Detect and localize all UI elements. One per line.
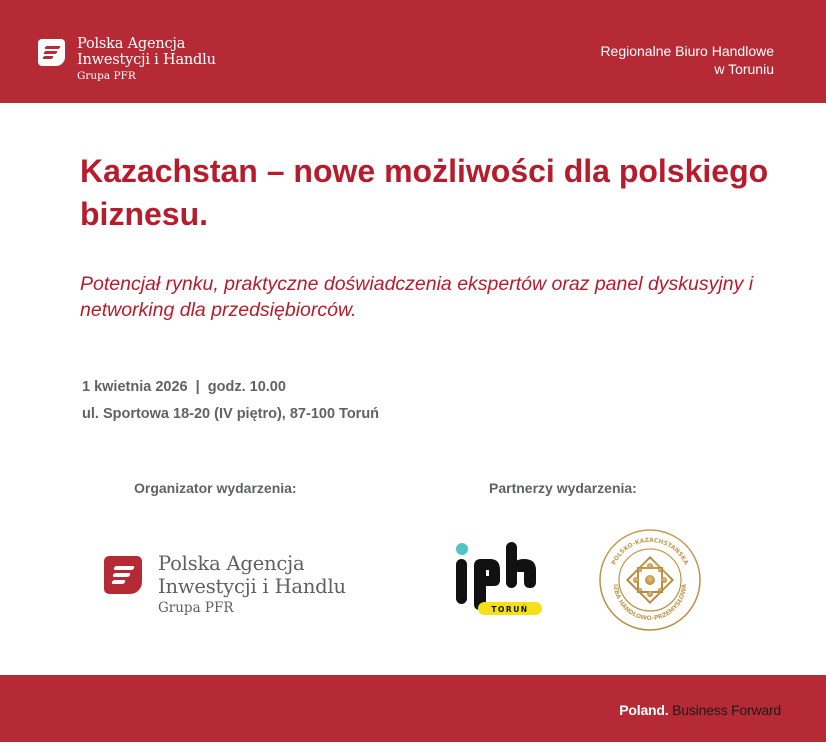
office-name (600, 42, 774, 78)
paih-header-logo (38, 36, 216, 83)
seal-bottom-text: IZBA HANDLOWO-PRZEMYSŁOWA (611, 583, 689, 623)
event-address: ul. Sportowa 18-20 (IV piętro), 87-100 Toruń (82, 406, 380, 422)
footer-tagline (619, 702, 781, 718)
office-line1: Regionalne Biuro Handlowe (600, 43, 774, 59)
footer-bar (0, 675, 826, 742)
organizer-label: Organizator wydarzenia: (134, 480, 297, 496)
tagline-poland: Poland. (619, 702, 669, 718)
organizer-logo-line1: Polska Agencja (158, 552, 305, 575)
logo-line3: Grupa PFR (77, 70, 136, 82)
logo-line1: Polska Agencja (77, 36, 186, 52)
paih-logo-icon (38, 39, 65, 66)
header-bar (0, 0, 826, 103)
iph-badge-text: TORUŃ (491, 605, 529, 614)
event-title: Kazachstan – nowe możliwości dla polskiego biznesu. (80, 153, 769, 232)
paih-logo-icon (104, 556, 142, 594)
organizer-logo-line2: Inwestycji i Handlu (158, 575, 346, 598)
organizer-logo-line3: Grupa PFR (158, 600, 234, 616)
event-date-time: 1 kwietnia 2026 | godz. 10.00 (82, 379, 286, 395)
logo-line2: Inwestycji i Handlu (77, 52, 216, 68)
svg-text:POLSKO-KAZACHSTAŃSKA (610, 537, 689, 566)
event-details (82, 374, 379, 428)
event-subtitle: Potencjał rynku, praktyczne doświadczenia ekspertów oraz panel dyskusyjny i networking dla przedsiębiorców. (80, 273, 754, 321)
organizer-logo (104, 552, 346, 618)
tagline-business-forward: Business Forward (668, 702, 781, 718)
chamber-seal-logo (598, 528, 702, 632)
partners-label: Partnerzy wydarzenia: (489, 480, 637, 496)
iph-torun-logo (452, 540, 552, 620)
seal-top-text: POLSKO-KAZACHSTAŃSKA (610, 536, 690, 567)
office-line2: w Toruniu (714, 61, 774, 77)
